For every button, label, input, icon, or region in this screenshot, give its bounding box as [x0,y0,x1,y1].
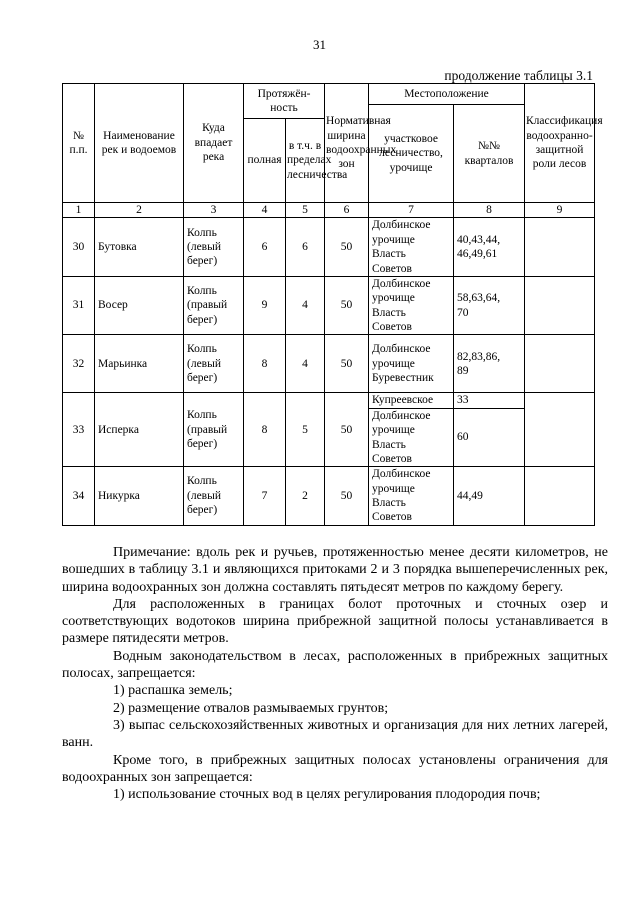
river-mouth-line: (правый [187,299,228,312]
location-quarters-line: 46,49,61 [457,248,498,261]
location-site-line: урочище [372,424,415,437]
header-location: Местоположение [369,84,525,105]
protection-category [525,467,595,526]
header-location-site: участковое лесничество, урочище [369,105,454,203]
location-site-line: Советов [372,511,412,524]
table-row [63,467,595,526]
location-quarters-line: 33 [457,394,469,407]
river-mouth-line: берег) [187,504,218,517]
location-quarters [454,393,525,408]
location-site-line: Долбинское [372,343,431,356]
river-mouth-line: (правый [187,423,228,436]
river-mouth [184,276,244,335]
header-length: Протяжён-ность [244,84,325,119]
row-number: 31 [63,276,95,335]
table-row [63,335,595,393]
location-site-line: Власть [372,248,406,261]
location-site-line: Долбинское [372,277,431,290]
river-mouth [184,218,244,277]
river-mouth-line: берег) [187,372,218,385]
column-numbers-row [63,203,595,218]
river-name: Исперка [95,393,184,467]
river-mouth-line: Колпь [187,475,217,488]
protection-category [525,276,595,335]
table-row [63,218,595,277]
length-total: 8 [244,393,286,467]
location-site-line: урочище [372,357,415,370]
location-site [369,467,454,526]
note-paragraph: Примечание: вдоль рек и ручьев, протяженностью менее десяти километров, не вошедших в таблицу 3.1 и являющихся притоками 2 и 3 порядка вышеперечисленных рек, ширина водоохранных зон должна составлять пятьдесят метров по каждому берегу. [62,545,608,595]
header-num-sign: № [73,129,84,142]
table-row [63,276,595,335]
location-quarters [454,467,525,526]
river-mouth-line: берег) [187,255,218,268]
location-quarters-line: 70 [457,306,469,319]
river-mouth-line: (левый [187,357,221,370]
location-quarters-line: 89 [457,364,469,377]
length-forest: 4 [286,276,325,335]
zone-width: 50 [325,393,369,467]
header-length-forest: в т.ч. в пределах лесничества [286,119,325,203]
river-name: Бутовка [95,218,184,277]
header-length-total: полная [244,119,286,203]
location-site-line: урочище [372,233,415,246]
protection-category [525,218,595,277]
river-name: Восер [95,276,184,335]
location-site [369,335,454,393]
column-number: 2 [95,203,184,218]
zone-width: 50 [325,218,369,277]
note-paragraph: 2) размещение отвалов размываемых грунтов; [113,700,389,716]
note-paragraph: Для расположенных в границах болот проточных и сточных озер и соответствующих водотоков ширина прибрежной защитной полосы устанавливается в размере пятидесяти метров. [62,596,608,647]
location-quarters-line: 60 [457,431,469,444]
river-name: Никурка [95,467,184,526]
location-site-line: Долбинское [372,468,431,481]
length-forest: 6 [286,218,325,277]
column-number: 7 [369,203,454,218]
location-site-line: Власть [372,497,406,509]
header-width: Нормативная ширина водоохранных зон [325,84,369,203]
location-quarters-line: 40,43,44, [457,233,501,246]
location-site-line: Власть [372,438,406,451]
protection-category [525,335,595,393]
length-forest: 5 [286,393,325,467]
length-total: 8 [244,335,286,393]
header-mouth: Куда впадает река [184,84,244,203]
note-paragraph: 1) использование сточных вод в целях регулирования плодородия почв; [113,787,541,803]
column-number: 4 [244,203,286,218]
table-body [63,218,595,525]
column-number: 5 [286,203,325,218]
length-total: 7 [244,467,286,526]
river-mouth-line: (левый [187,240,221,253]
row-number: 34 [63,467,95,526]
location-site [369,408,454,467]
location-site-line: Долбинское [372,409,431,422]
row-number: 33 [63,393,95,467]
location-site [369,276,454,335]
river-mouth [184,467,244,526]
location-quarters [454,408,525,467]
column-number: 8 [454,203,525,218]
river-mouth [184,335,244,393]
length-total: 9 [244,276,286,335]
river-mouth [184,393,244,467]
table-continuation-label: продолжение таблицы 3.1 [444,68,593,83]
location-site-line: Буревестник [372,372,434,385]
location-site-line: Советов [372,262,412,275]
note-paragraph: 3) выпас сельскохозяйственных животных и организация для них летних лагерей, ванн. [62,717,608,751]
length-forest: 2 [286,467,325,526]
header-category: Классификация водоохранно-защитной роли лесов [525,84,595,203]
river-name: Марьинка [95,335,184,393]
table-row [63,393,595,408]
row-number: 30 [63,218,95,277]
location-quarters [454,218,525,277]
row-number: 32 [63,335,95,393]
header-name: Наименование рек и водоемов [95,84,184,203]
location-quarters-line: 44,49 [457,489,483,502]
location-quarters-line: 58,63,64, [457,292,501,305]
location-site-line: урочище [372,292,415,305]
location-quarters [454,335,525,393]
river-mouth-line: берег) [187,313,218,326]
length-forest: 4 [286,335,325,393]
location-site-line: Власть [372,306,406,319]
river-mouth-line: Колпь [187,343,217,356]
page-number: 31 [313,37,326,52]
notes-text [62,544,608,803]
river-mouth-line: (левый [187,489,221,502]
header-num-pp: п.п. [69,144,88,156]
header-num [63,84,95,203]
river-mouth-line: Колпь [187,285,217,298]
water-bodies-table [62,83,603,526]
location-quarters [454,276,525,335]
length-total: 6 [244,218,286,277]
note-paragraph: 1) распашка земель; [113,683,233,699]
location-site [369,393,454,408]
river-mouth-line: Колпь [187,226,217,239]
table-header [63,84,603,218]
river-mouth-line: берег) [187,438,218,450]
zone-width: 50 [325,276,369,335]
column-number: 3 [184,203,244,218]
zone-width: 50 [325,467,369,526]
zone-width: 50 [325,335,369,393]
location-site-line: Советов [372,321,412,333]
location-site-line: Советов [372,452,412,465]
note-paragraph: Водным законодательством в лесах, расположенных в прибрежных защитных полосах, запрещается: [62,648,608,682]
river-mouth-line: Колпь [187,409,217,422]
location-site-line: Долбинское [372,219,431,232]
note-paragraph: Кроме того, в прибрежных защитных полосах установлены ограничения для водоохранных зон запрещается: [62,752,608,785]
column-number: 1 [63,203,95,218]
column-number: 9 [525,203,595,218]
location-quarters-line: 82,83,86, [457,350,501,363]
header-location-quarters: №№ кварталов [454,105,525,203]
protection-category [525,393,595,467]
column-number: 6 [325,203,369,218]
location-site-line: Купреевское [372,394,434,407]
location-site-line: урочище [372,482,415,495]
location-site [369,218,454,277]
